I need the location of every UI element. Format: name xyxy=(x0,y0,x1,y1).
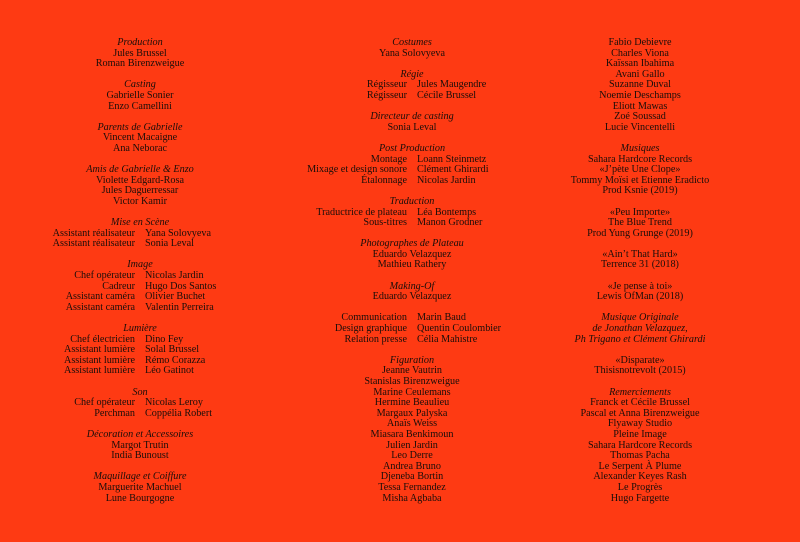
credit-role: Chef électricien xyxy=(70,333,135,345)
section-remerciements xyxy=(540,388,740,505)
credit-name: Charles Viona xyxy=(611,47,669,59)
credit-role: Perchman xyxy=(94,407,135,419)
credit-pair xyxy=(20,409,260,420)
credit-name: Léo Gatinot xyxy=(145,365,194,377)
credit-role: Assistant lumière xyxy=(63,354,135,366)
credit-name: Jules Daguerressar xyxy=(101,185,179,197)
section-musique-originale xyxy=(540,313,740,345)
section-photographes xyxy=(262,239,562,271)
credit-name: Nicolas Jardin xyxy=(417,174,476,186)
section-track-aint-that-hard xyxy=(540,250,740,271)
section-musiques xyxy=(540,144,740,197)
section-heading: Photographes de Plateau xyxy=(360,238,464,250)
credit-name: Franck et Cécile Brussel xyxy=(590,397,690,409)
credit-role: Chef opérateur xyxy=(74,397,135,409)
credit-name: Terrence 31 (2018) xyxy=(601,259,679,271)
credit-pair xyxy=(262,218,562,229)
credit-name: Andrea Bruno xyxy=(383,460,441,472)
credit-name: Prod Ksnie (2019) xyxy=(602,185,678,197)
credit-name: Nicolas Jardin xyxy=(145,270,204,282)
credit-name: Sahara Hardcore Records xyxy=(587,153,693,165)
credit-name: Jules Brussel xyxy=(113,47,167,59)
credits-column-3 xyxy=(540,38,740,515)
section-mise-en-scene xyxy=(20,218,260,250)
section-track-disparate xyxy=(540,356,740,377)
credit-name: Mathieu Rathery xyxy=(377,259,447,271)
credit-name: «Ain’t That Hard» xyxy=(602,248,678,260)
credit-name: Lucie Vincentelli xyxy=(604,121,676,133)
section-parents xyxy=(20,123,260,155)
section-production xyxy=(20,38,260,70)
credit-name: Quentin Coulombier xyxy=(417,323,502,335)
credit-name: Leo Derre xyxy=(391,450,433,462)
credit-role: Sous-titres xyxy=(363,217,407,229)
credit-pair xyxy=(20,356,260,367)
credit-name: Olivier Buchet xyxy=(145,291,206,303)
section-heading: Casting xyxy=(124,79,156,91)
section-lumiere xyxy=(20,324,260,377)
credit-role: Étalonnage xyxy=(361,174,407,186)
credit-name: Thisisnotrevolt (2015) xyxy=(594,365,686,377)
credit-role: Assistant lumière xyxy=(63,344,135,356)
credit-role: Assistant caméra xyxy=(65,291,135,303)
credit-name: Margaux Palyska xyxy=(376,407,448,419)
credit-pair xyxy=(20,398,260,409)
credit-name: Yana Solovyeva xyxy=(145,227,212,239)
credit-name: Hermine Beaulieu xyxy=(374,397,450,409)
credit-pair xyxy=(262,176,562,187)
section-heading: Figuration xyxy=(389,354,435,366)
credit-name: «J’pète Une Clope» xyxy=(599,164,681,176)
credit-role: Assistant réalisateur xyxy=(52,238,135,250)
section-figuration xyxy=(262,356,562,504)
section-decoration xyxy=(20,430,260,462)
credit-name: Thomas Pacha xyxy=(610,450,670,462)
section-image xyxy=(20,260,260,313)
section-making-of xyxy=(262,282,562,303)
credit-pair xyxy=(20,335,260,346)
credit-name: Léa Bontemps xyxy=(417,206,477,218)
credit-pair xyxy=(262,165,562,176)
credit-name: Flyaway Studio xyxy=(607,418,673,430)
section-heading: Production xyxy=(117,37,163,48)
section-communication xyxy=(262,313,562,345)
credit-pair xyxy=(20,282,260,293)
section-post-production xyxy=(262,144,562,186)
credit-pair xyxy=(20,292,260,303)
credit-name: Sonia Leval xyxy=(145,238,194,250)
credit-role: Régisseur xyxy=(366,79,407,91)
credit-name: Djeneba Bortin xyxy=(380,471,444,483)
credit-name: «Peu Importe» xyxy=(609,206,671,218)
credit-pair xyxy=(20,271,260,282)
section-costumes xyxy=(262,38,562,59)
section-heading: Image xyxy=(127,259,153,271)
section-heading: Lumière xyxy=(123,323,157,335)
credit-name: Ana Neborac xyxy=(112,142,168,154)
section-track-peu-importe xyxy=(540,208,740,240)
section-heading: Décoration et Accessoires xyxy=(86,428,194,440)
credit-name: Jules Maugendre xyxy=(417,79,487,91)
credit-name: Stanislas Birenzweigue xyxy=(364,376,460,387)
credit-role: Chef opérateur xyxy=(74,270,135,282)
credit-pair xyxy=(20,303,260,314)
credit-name: Victor Kamir xyxy=(113,195,167,207)
credit-name: Le Serpent À Plume xyxy=(598,460,682,472)
credit-role: Design graphique xyxy=(334,323,407,335)
credit-name: Nicolas Leroy xyxy=(145,397,203,409)
credit-name: Dino Fey xyxy=(145,333,184,345)
credit-name: Julien Jardin xyxy=(386,439,438,451)
credit-name: Manon Grodner xyxy=(417,217,483,229)
credit-name: Tessa Fernandez xyxy=(378,481,446,493)
credit-name: Hugo Fargette xyxy=(610,492,670,504)
credit-name: Solal Brussel xyxy=(145,344,200,356)
credit-name: Jeanne Vautrin xyxy=(381,365,443,377)
credit-name: Sahara Hardcore Records xyxy=(587,439,693,451)
credit-name: Lune Bourgogne xyxy=(105,492,175,504)
credit-name: Marine Ceulemans xyxy=(373,386,451,398)
section-casting xyxy=(20,80,260,112)
credit-pair xyxy=(20,366,260,377)
credit-name: Clément Ghirardi xyxy=(417,164,489,176)
credit-role: Assistant réalisateur xyxy=(52,227,135,239)
credit-name: Marguerite Machuel xyxy=(98,481,182,493)
credit-name: Lewis OfMan (2018) xyxy=(596,291,684,303)
credit-name: Cécile Brussel xyxy=(417,89,477,101)
credit-pair xyxy=(262,324,562,335)
credit-pair xyxy=(262,208,562,219)
credit-name: Alexander Keyes Rash xyxy=(593,471,687,483)
credit-name: Marin Baud xyxy=(417,312,466,324)
section-son xyxy=(20,388,260,420)
credit-name: Enzo Camellini xyxy=(108,100,172,112)
section-regie xyxy=(262,70,562,102)
section-heading: Costumes xyxy=(392,37,432,48)
credit-name: Roman Birenzweigue xyxy=(95,58,185,70)
credit-name: Anaïs Weiss xyxy=(386,418,438,430)
credit-role: Régisseur xyxy=(366,89,407,101)
credits-column-1 xyxy=(20,38,260,515)
credit-name: Hugo Dos Santos xyxy=(145,280,217,292)
section-heading: Ph Trigano et Clément Ghirardi xyxy=(574,333,706,345)
section-heading: Remerciements xyxy=(609,386,671,398)
credit-name: «Je pense à toi» xyxy=(607,280,673,292)
credit-name: Violette Edgard-Rosa xyxy=(96,174,184,186)
credit-name: The Blue Trend xyxy=(608,217,672,229)
credit-role: Mixage et design sonore xyxy=(307,164,407,176)
credit-name: Pascal et Anna Birenzweigue xyxy=(580,407,700,419)
credit-pair xyxy=(262,91,562,102)
credit-name: Valentin Perreira xyxy=(145,301,214,313)
section-amis xyxy=(20,165,260,207)
credit-pair xyxy=(262,80,562,91)
section-figuration-continued xyxy=(540,38,740,133)
credit-name: Eduardo Velazquez xyxy=(372,291,452,303)
credit-name: Yana Solovyeva xyxy=(378,47,446,59)
credit-name: Noemie Deschamps xyxy=(599,89,681,101)
section-heading: Traduction xyxy=(389,195,435,207)
credit-name: Pleine Image xyxy=(613,428,667,440)
section-heading: Amis de Gabrielle & Enzo xyxy=(86,164,194,176)
credit-name: Misha Agbaba xyxy=(382,492,442,504)
credit-role: Traductrice de plateau xyxy=(316,206,407,218)
credit-name: Loann Steinmetz xyxy=(417,153,487,165)
credit-name: Zoé Soussad xyxy=(614,111,666,123)
credit-pair xyxy=(262,313,562,324)
credit-name: Le Progrès xyxy=(617,481,663,493)
credit-role: Relation presse xyxy=(344,333,407,345)
credit-name: «Disparate» xyxy=(615,354,665,366)
section-heading: Post Production xyxy=(378,142,446,154)
credit-name: Vincent Macaigne xyxy=(102,132,178,144)
credit-name: Eliott Mawas xyxy=(612,100,668,112)
credit-name: Miasara Benkimoun xyxy=(370,428,454,440)
section-heading: Making-Of xyxy=(389,280,435,292)
section-heading: Musiques xyxy=(620,142,660,154)
section-heading: Directeur de casting xyxy=(370,111,454,123)
credit-name: Suzanne Duval xyxy=(609,79,671,91)
credit-name: Prod Yung Grunge (2019) xyxy=(587,227,693,239)
credit-pair xyxy=(262,335,562,346)
section-heading: Musique Originale xyxy=(601,312,679,324)
credit-name: Avani Gallo xyxy=(615,68,665,80)
credit-name: Rémo Corazza xyxy=(145,354,206,366)
credit-pair xyxy=(20,239,260,250)
credit-name: Tommy Moïsi et Etienne Eradicto xyxy=(570,174,710,186)
credit-name: Eduardo Velazquez xyxy=(372,248,452,260)
credit-name: Gabrielle Sonier xyxy=(106,89,174,101)
credit-role: Assistant lumière xyxy=(63,365,135,377)
section-heading: Parents de Gabrielle xyxy=(97,121,183,133)
credit-name: Célia Mahistre xyxy=(417,333,478,345)
credits-column-2 xyxy=(262,38,562,515)
section-heading: Maquillage et Coiffure xyxy=(93,471,187,483)
credit-role: Montage xyxy=(370,153,407,165)
credit-role: Cadreur xyxy=(102,280,135,292)
credit-name: Kaïssan Ibahima xyxy=(605,58,675,70)
credit-name: Coppélia Robert xyxy=(145,407,213,419)
credit-role: Assistant caméra xyxy=(65,301,135,313)
section-directeur-casting xyxy=(262,112,562,133)
section-traduction xyxy=(262,197,562,229)
section-track-je-pense-a-toi xyxy=(540,282,740,303)
credit-name: Sonia Leval xyxy=(387,121,437,133)
credit-name: India Bunoust xyxy=(111,450,169,462)
section-heading: Son xyxy=(132,386,148,398)
section-heading: Régie xyxy=(400,68,424,80)
credit-role: Communication xyxy=(341,312,407,324)
section-heading: Mise en Scène xyxy=(110,217,170,229)
credit-pair xyxy=(20,345,260,356)
credit-name: Margot Trutin xyxy=(111,439,169,451)
credit-name: Fabio Debievre xyxy=(608,37,672,48)
section-maquillage xyxy=(20,472,260,504)
section-heading: de Jonathan Velazquez, xyxy=(592,323,688,335)
